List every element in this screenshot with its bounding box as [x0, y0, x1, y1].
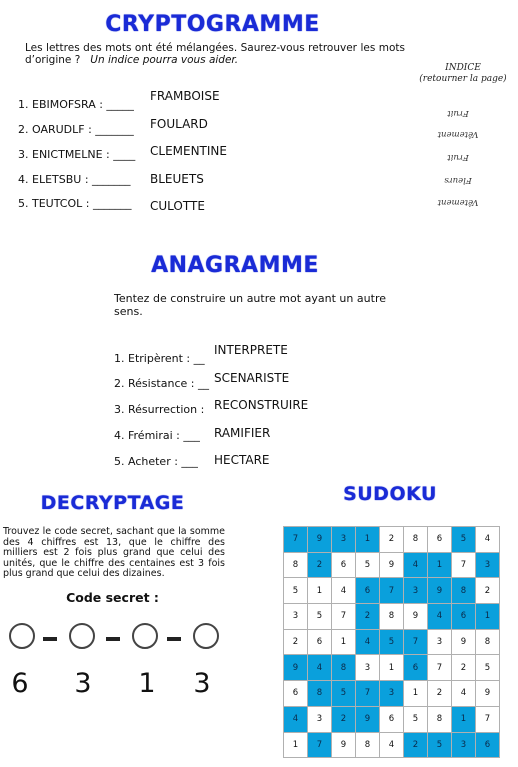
sudoku-cell: 1 [332, 629, 356, 655]
cryptogramme-instructions-italic: Un indice pourra vous aider. [90, 54, 239, 66]
anagramme-question: 5. Acheter : ___ [114, 455, 198, 468]
sudoku-cell: 9 [284, 655, 308, 681]
sudoku-cell: 3 [404, 578, 428, 604]
code-digit: 3 [74, 668, 92, 699]
sudoku-cell: 7 [404, 629, 428, 655]
sudoku-cell: 7 [308, 732, 332, 758]
anagramme-title: ANAGRAMME [151, 253, 319, 278]
cryptogramme-question: 3. ENICTMELNE : ____ [18, 148, 136, 161]
sudoku-cell: 8 [284, 552, 308, 578]
sudoku-cell: 7 [452, 552, 476, 578]
hint-title: INDICE [445, 63, 481, 73]
cryptogramme-hint: Vêtement [437, 129, 479, 139]
code-digit-circle [69, 623, 95, 649]
sudoku-cell: 5 [476, 655, 500, 681]
cryptogramme-question: 4. ELETSBU : _______ [18, 173, 131, 186]
code-dash [106, 637, 120, 641]
sudoku-cell: 5 [380, 629, 404, 655]
sudoku-cell: 9 [404, 604, 428, 630]
cryptogramme-title: CRYPTOGRAMME [105, 12, 320, 37]
cryptogramme-answer: FRAMBOISE [150, 89, 220, 103]
anagramme-answer: HECTARE [214, 453, 270, 467]
sudoku-cell: 9 [308, 527, 332, 553]
sudoku-cell: 3 [380, 681, 404, 707]
sudoku-cell: 8 [428, 706, 452, 732]
sudoku-cell: 6 [284, 681, 308, 707]
code-secret-label: Code secret : [66, 590, 159, 605]
cryptogramme-hint: Fruit [447, 152, 469, 162]
sudoku-cell: 2 [404, 732, 428, 758]
cryptogramme-answer: CULOTTE [150, 199, 205, 213]
sudoku-cell: 8 [476, 629, 500, 655]
anagramme-answer: SCENARISTE [214, 371, 290, 385]
sudoku-title: SUDOKU [343, 483, 437, 505]
sudoku-cell: 3 [452, 732, 476, 758]
sudoku-cell: 7 [356, 681, 380, 707]
sudoku-row [284, 681, 500, 707]
sudoku-cell: 9 [380, 552, 404, 578]
sudoku-cell: 1 [284, 732, 308, 758]
sudoku-cell: 5 [356, 552, 380, 578]
sudoku-cell: 3 [332, 527, 356, 553]
sudoku-grid [283, 526, 500, 758]
sudoku-cell: 5 [428, 732, 452, 758]
code-digit: 3 [193, 668, 211, 699]
code-digit-circle [9, 623, 35, 649]
sudoku-cell: 3 [308, 706, 332, 732]
sudoku-cell: 5 [452, 527, 476, 553]
sudoku-cell: 4 [404, 552, 428, 578]
anagramme-answer: INTERPRETE [214, 343, 288, 357]
sudoku-cell: 3 [356, 655, 380, 681]
code-digit-circle [132, 623, 158, 649]
sudoku-cell: 7 [476, 706, 500, 732]
sudoku-cell: 8 [308, 681, 332, 707]
sudoku-cell: 2 [332, 706, 356, 732]
sudoku-cell: 9 [476, 681, 500, 707]
sudoku-cell: 1 [452, 706, 476, 732]
sudoku-cell: 9 [452, 629, 476, 655]
cryptogramme-question: 5. TEUTCOL : _______ [18, 197, 132, 210]
sudoku-cell: 7 [284, 527, 308, 553]
sudoku-cell: 1 [404, 681, 428, 707]
decryptage-instructions: Trouvez le code secret, sachant que la somme des 4 chiffres est 13, que le chiffre des milliers est 2 fois plus grand que celui des unités, que le chiffre des centaines est 3 fois plus grand que celui des dizaines. [3, 526, 225, 579]
hint-header [408, 63, 518, 85]
sudoku-cell: 6 [380, 706, 404, 732]
sudoku-cell: 1 [356, 527, 380, 553]
sudoku-cell: 5 [404, 706, 428, 732]
sudoku-row [284, 604, 500, 630]
sudoku-cell: 7 [332, 604, 356, 630]
code-digit: 6 [11, 668, 29, 699]
sudoku-cell: 4 [428, 604, 452, 630]
cryptogramme-answer: BLEUETS [150, 172, 204, 186]
sudoku-cell: 7 [380, 578, 404, 604]
sudoku-cell: 3 [476, 552, 500, 578]
sudoku-cell: 6 [452, 604, 476, 630]
anagramme-question: 2. Résistance : __ [114, 377, 209, 390]
sudoku-cell: 4 [356, 629, 380, 655]
sudoku-cell: 2 [356, 604, 380, 630]
code-digit-circle [193, 623, 219, 649]
sudoku-cell: 2 [308, 552, 332, 578]
sudoku-cell: 4 [476, 527, 500, 553]
anagramme-answer: RECONSTRUIRE [214, 398, 309, 412]
anagramme-question: 3. Résurrection : [114, 403, 205, 416]
sudoku-cell: 2 [284, 629, 308, 655]
cryptogramme-hint: Fruit [447, 108, 469, 118]
cryptogramme-instructions [25, 42, 405, 66]
cryptogramme-instructions-text: Les lettres des mots ont été mélangées. Saurez-vous retrouver les mots d’origine ? [25, 42, 405, 66]
sudoku-cell: 3 [428, 629, 452, 655]
sudoku-cell: 9 [332, 732, 356, 758]
sudoku-cell: 6 [308, 629, 332, 655]
sudoku-cell: 2 [428, 681, 452, 707]
sudoku-row [284, 732, 500, 758]
sudoku-cell: 1 [308, 578, 332, 604]
sudoku-row [284, 655, 500, 681]
code-dash [43, 637, 57, 641]
cryptogramme-hint: Vêtement [437, 197, 479, 207]
anagramme-question: 4. Frémirai : ___ [114, 429, 200, 442]
sudoku-row [284, 552, 500, 578]
sudoku-cell: 6 [428, 527, 452, 553]
anagramme-question: 1. Etripèrent : __ [114, 352, 205, 365]
sudoku-cell: 5 [308, 604, 332, 630]
sudoku-cell: 6 [332, 552, 356, 578]
sudoku-cell: 5 [332, 681, 356, 707]
sudoku-cell: 5 [284, 578, 308, 604]
cryptogramme-hint: Fleurs [444, 175, 472, 185]
sudoku-cell: 4 [332, 578, 356, 604]
sudoku-cell: 8 [404, 527, 428, 553]
sudoku-cell: 7 [428, 655, 452, 681]
sudoku-cell: 1 [428, 552, 452, 578]
sudoku-row [284, 578, 500, 604]
cryptogramme-answer: CLEMENTINE [150, 144, 227, 158]
sudoku-row [284, 527, 500, 553]
sudoku-cell: 8 [356, 732, 380, 758]
sudoku-cell: 2 [476, 578, 500, 604]
code-digit: 1 [138, 668, 156, 699]
sudoku-cell: 9 [356, 706, 380, 732]
sudoku-cell: 9 [428, 578, 452, 604]
anagramme-instructions: Tentez de construire un autre mot ayant un autre sens. [114, 292, 386, 318]
decryptage-title: DECRYPTAGE [40, 492, 185, 514]
sudoku-cell: 4 [284, 706, 308, 732]
sudoku-row [284, 629, 500, 655]
sudoku-cell: 1 [380, 655, 404, 681]
cryptogramme-question: 2. OARUDLF : _______ [18, 123, 134, 136]
cryptogramme-question: 1. EBIMOFSRA : _____ [18, 98, 134, 111]
sudoku-cell: 8 [380, 604, 404, 630]
sudoku-cell: 8 [332, 655, 356, 681]
sudoku-cell: 6 [404, 655, 428, 681]
sudoku-cell: 6 [356, 578, 380, 604]
code-dash [167, 637, 181, 641]
sudoku-cell: 2 [452, 655, 476, 681]
sudoku-cell: 3 [284, 604, 308, 630]
sudoku-row [284, 706, 500, 732]
sudoku-cell: 4 [308, 655, 332, 681]
sudoku-cell: 6 [476, 732, 500, 758]
sudoku-cell: 4 [452, 681, 476, 707]
cryptogramme-answer: FOULARD [150, 117, 208, 131]
hint-subtitle: (retourner la page) [419, 74, 507, 84]
sudoku-cell: 2 [380, 527, 404, 553]
sudoku-cell: 8 [452, 578, 476, 604]
anagramme-answer: RAMIFIER [214, 426, 271, 440]
sudoku-cell: 1 [476, 604, 500, 630]
sudoku-cell: 4 [380, 732, 404, 758]
